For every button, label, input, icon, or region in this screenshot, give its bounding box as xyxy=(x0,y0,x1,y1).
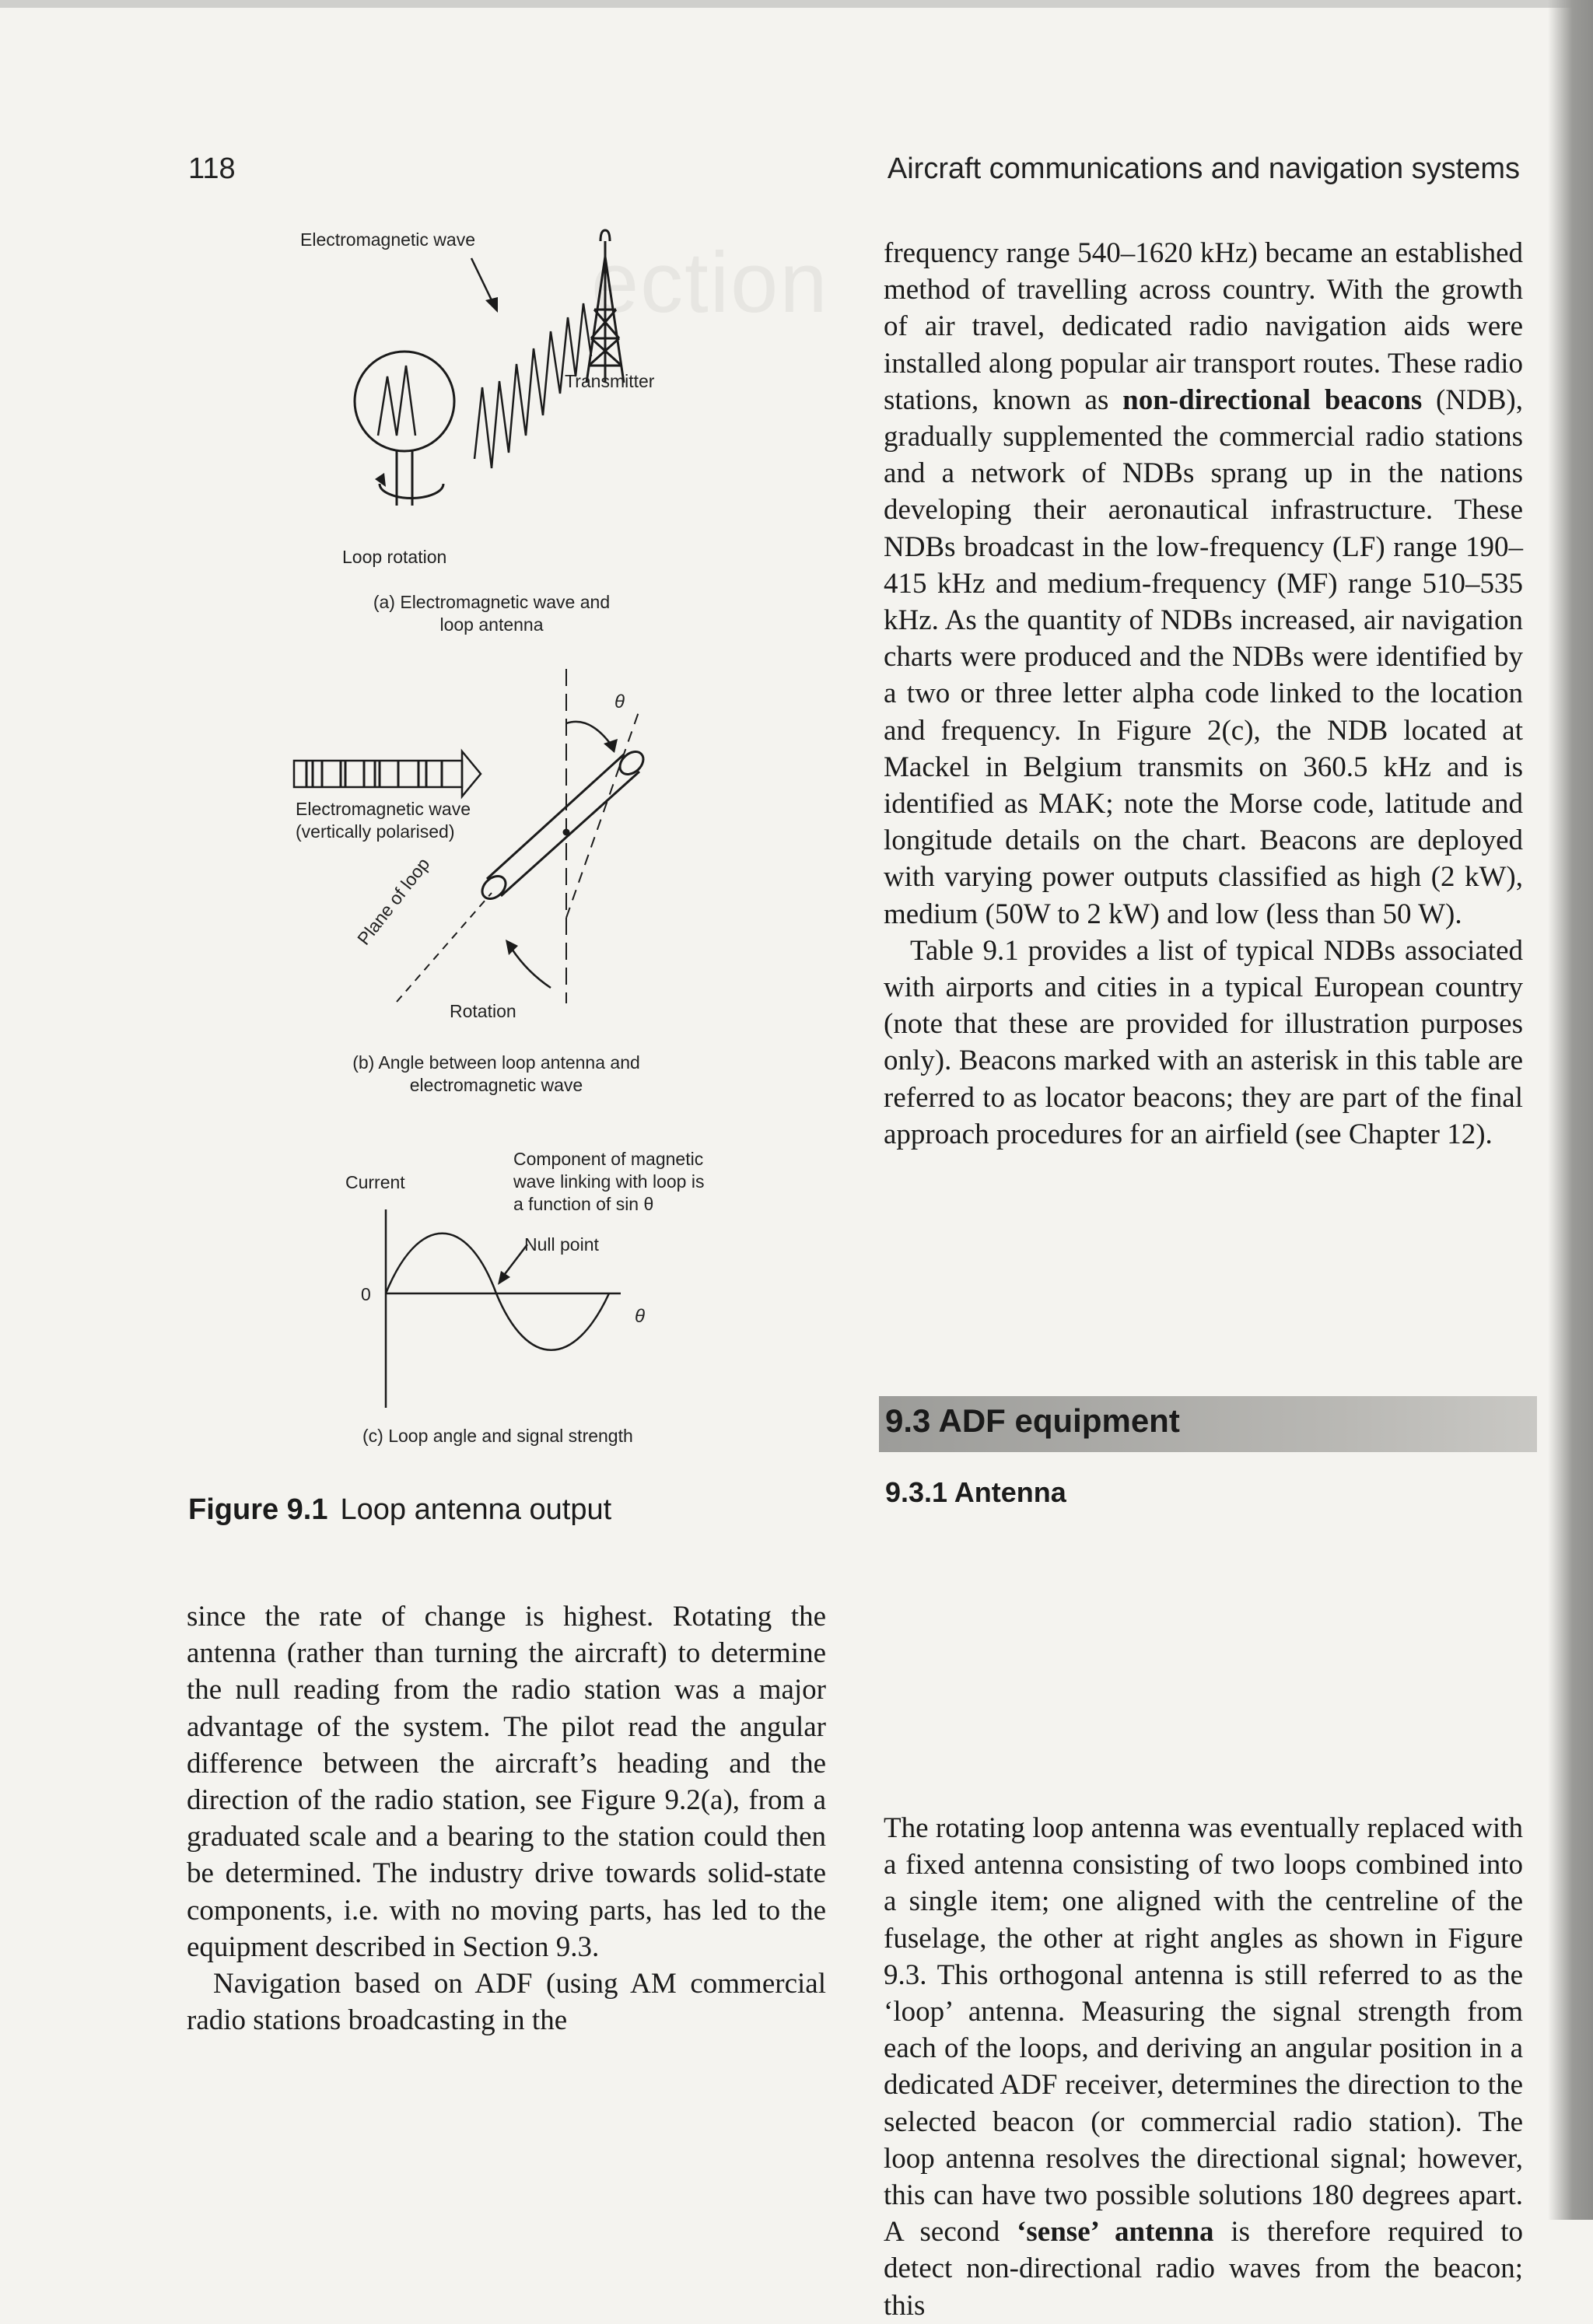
label-component-line2: wave linking with loop is xyxy=(513,1171,705,1192)
show-through-text: ection xyxy=(591,235,829,331)
right-column-text xyxy=(884,235,1523,1153)
label-component xyxy=(513,1148,704,1215)
paragraph: Navigation based on ADF (using AM commercial radio stations broadcasting in the xyxy=(187,1968,826,2037)
section-heading-text: 9.3 ADF equipment xyxy=(885,1402,1180,1439)
figure-drawing xyxy=(185,210,854,1548)
text-run: frequency range 540–1620 kHz) became an established method of travelling across country. With the growth of air travel, dedicated radio navigation aids were installed along popular air transport routes. These radio stations, known as xyxy=(884,237,1523,416)
label-zero: 0 xyxy=(361,1284,371,1304)
text-run: The rotating loop antenna was eventually replaced with a fixed antenna consisting of two loops combined into a single item; one aligned with the centreline of the fuselage, the other at right angles as shown in Figure 9.3. This orthogonal antenna is still referred to as the ‘loop’ antenna. Measuring the signal strength from each of the loops, and deriving an angular position in a dedicated ADF receiver, determines the direction to the selected beacon (or commercial radio station). The loop antenna resolves the directional signal; however, this can have two possible solutions 180 degrees apart. A second xyxy=(884,1812,1523,2249)
page-header xyxy=(188,152,1520,196)
page-number: 118 xyxy=(188,152,236,185)
caption-a-line2: loop antenna xyxy=(439,614,544,635)
section-heading xyxy=(879,1396,1537,1452)
paragraph: Table 9.1 provides a list of typical NDBs associated with airports and cities in a typical European country (note that these are provided for illustration purposes only). Beacons marked with an asterisk in this table are referred to as locator beacons; they are part of the final approach procedures for an airfield (see Chapter 12). xyxy=(884,934,1523,1150)
paragraph: since the rate of change is highest. Rotating the antenna (rather than turning the aircraft) to determine the null reading from the radio station was a major advantage of the system. The pilot read the angular difference between the aircraft’s heading and the direction of the radio station, see Figure 9.2(a), from a graduated scale and a bearing to the station could then be determined. The industry drive towards solid-state components, i.e. with no moving parts, has led to the equipment described in Section 9.3. xyxy=(187,1601,826,1963)
caption-c: (c) Loop angle and signal strength xyxy=(362,1426,633,1446)
label-loop-rotation: Loop rotation xyxy=(342,547,447,567)
label-em-wave: Electromagnetic wave xyxy=(300,229,475,250)
paragraph xyxy=(884,235,1523,933)
caption-a-line1: (a) Electromagnetic wave and xyxy=(373,592,611,612)
label-component-line1: Component of magnetic xyxy=(513,1149,704,1169)
paragraph xyxy=(884,1810,1523,2324)
caption-b-line1: (b) Angle between loop antenna and xyxy=(352,1052,640,1073)
label-theta-b: θ xyxy=(614,691,625,712)
label-em-wave-b xyxy=(296,798,471,843)
label-null-point: Null point xyxy=(524,1234,599,1255)
subsection-heading: 9.3.1 Antenna xyxy=(885,1476,1066,1508)
left-column-text xyxy=(187,1598,826,2039)
figure-number: Figure 9.1 xyxy=(188,1493,328,1526)
label-component-line3: a function of sin θ xyxy=(513,1193,654,1214)
label-plane-of-loop: Plane of loop xyxy=(353,853,434,949)
figure-caption xyxy=(188,1493,611,1527)
label-rotation: Rotation xyxy=(450,1001,516,1021)
tilted-loop-antenna xyxy=(478,747,647,904)
loop-antenna-circle xyxy=(355,352,454,451)
bold-term: non-directional beacons xyxy=(1122,383,1423,416)
running-title: Aircraft communications and navigation systems xyxy=(887,152,1520,185)
caption-b xyxy=(333,1052,660,1097)
text-run: is therefore required to detect non-directional radio waves from the beacon; this xyxy=(884,2216,1524,2322)
transmitter-tower-icon xyxy=(586,230,624,383)
right-column-text-lower xyxy=(884,1810,1523,2324)
label-theta-c: θ xyxy=(635,1306,646,1327)
label-em-wave-b-line1: Electromagnetic wave xyxy=(296,799,471,819)
figure-loop-antenna xyxy=(185,210,854,1548)
text-run: (NDB), gradually supplemented the commercial radio stations and a network of NDBs sprang up in the nations developing their aeronautical infrastructure. These NDBs broadcast in the low-frequency (LF) range 190–415 kHz and medium-frequency (MF) range 510–535 kHz. As the quantity of NDBs increased, air navigation charts were produced and the NDBs were identified by a two or three letter alpha code linked to the location and frequency. In Figure 2(c), the NDB located at Mackel in Belgium transmits on 360.5 kHz and is identified as MAK; note the Morse code, latitude and longitude details on the chart. Beacons are deployed with varying power outputs classified as high (2 kW), medium (50W to 2 kW) and low (less than 50 W). xyxy=(884,383,1523,930)
scan-edge-top xyxy=(0,0,1593,8)
label-current: Current xyxy=(345,1172,405,1192)
em-wave-arrow xyxy=(294,751,481,796)
label-transmitter: Transmitter xyxy=(565,371,655,391)
scan-edge-right xyxy=(1548,0,1593,2220)
label-em-wave-b-line2: (vertically polarised) xyxy=(296,821,455,842)
caption-a xyxy=(359,591,624,636)
caption-b-line2: electromagnetic wave xyxy=(409,1074,583,1095)
bold-term: ‘sense’ antenna xyxy=(1017,2216,1214,2249)
figure-title: Loop antenna output xyxy=(340,1493,612,1526)
